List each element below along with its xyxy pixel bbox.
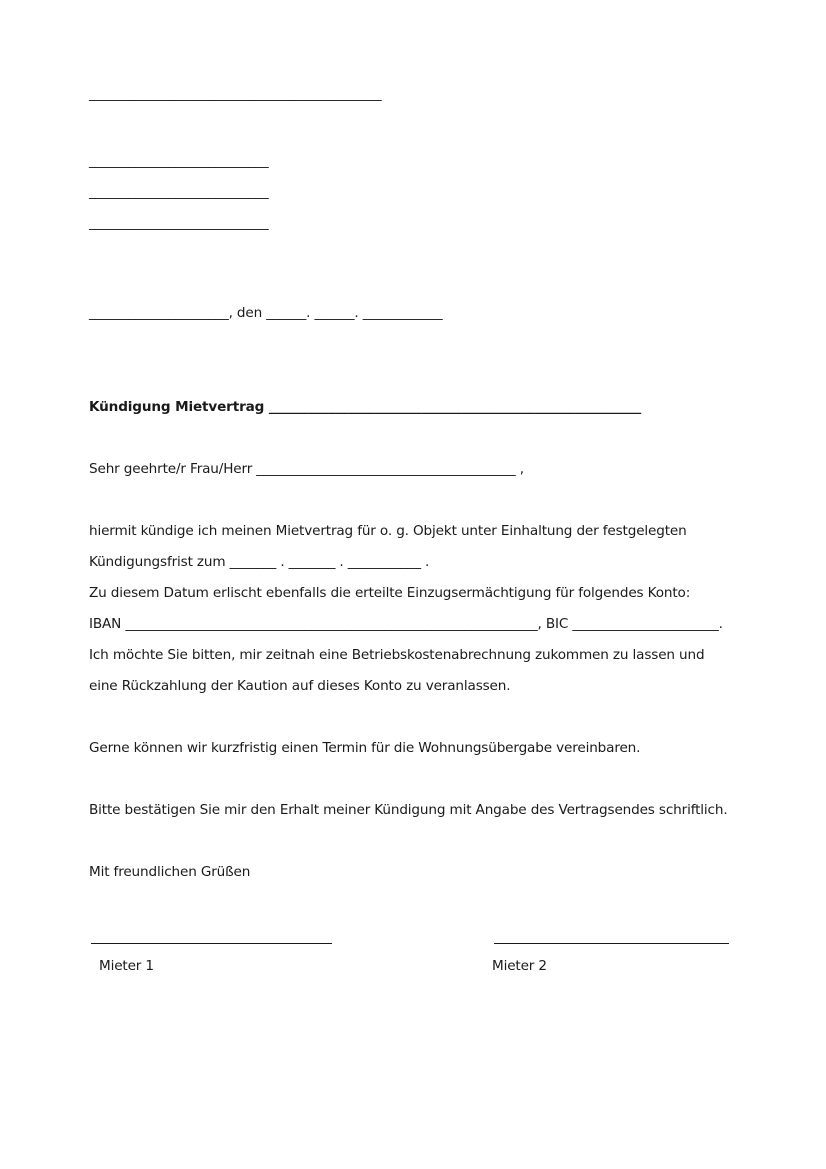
body-line-iban-bic: IBAN ______________________________________________________________, BIC ______________________. bbox=[89, 616, 723, 632]
confirmation-paragraph: Bitte bestätigen Sie mir den Erhalt meiner Kündigung mit Angabe des Vertragsendes schriftlich. bbox=[89, 802, 728, 818]
signature-label-tenant-1: Mieter 1 bbox=[99, 958, 154, 974]
body-line-5: Ich möchte Sie bitten, mir zeitnah eine Betriebskostenabrechnung zukommen zu lassen und bbox=[89, 647, 705, 663]
body-line-2: Kündigungsfrist zum _______ . _______ . ___________ . bbox=[89, 554, 430, 570]
sender-address-line-3: ___________________________ bbox=[89, 215, 269, 231]
place-date-line: _____________________, den ______. ______. ____________ bbox=[89, 305, 443, 321]
appointment-paragraph: Gerne können wir kurzfristig einen Termin für die Wohnungsübergabe vereinbaren. bbox=[89, 740, 641, 756]
sender-address-line-1: ___________________________ bbox=[89, 153, 269, 169]
salutation: Sehr geehrte/r Frau/Herr _______________________________________ , bbox=[89, 461, 524, 477]
body-line-3: Zu diesem Datum erlischt ebenfalls die erteilte Einzugsermächtigung für folgendes Konto: bbox=[89, 585, 691, 601]
body-line-1: hiermit kündige ich meinen Mietvertrag für o. g. Objekt unter Einhaltung der festgelegten bbox=[89, 523, 687, 539]
sender-name-line: ____________________________________________ bbox=[89, 86, 382, 102]
signature-label-tenant-2: Mieter 2 bbox=[492, 958, 547, 974]
signature-line-tenant-1 bbox=[91, 943, 332, 944]
closing-greeting: Mit freundlichen Grüßen bbox=[89, 864, 251, 880]
body-line-6: eine Rückzahlung der Kaution auf dieses Konto zu veranlassen. bbox=[89, 678, 511, 694]
sender-address-line-2: ___________________________ bbox=[89, 184, 269, 200]
signature-line-tenant-2 bbox=[494, 943, 729, 944]
subject-line: Kündigung Mietvertrag ________________________________________________________ bbox=[89, 399, 642, 415]
